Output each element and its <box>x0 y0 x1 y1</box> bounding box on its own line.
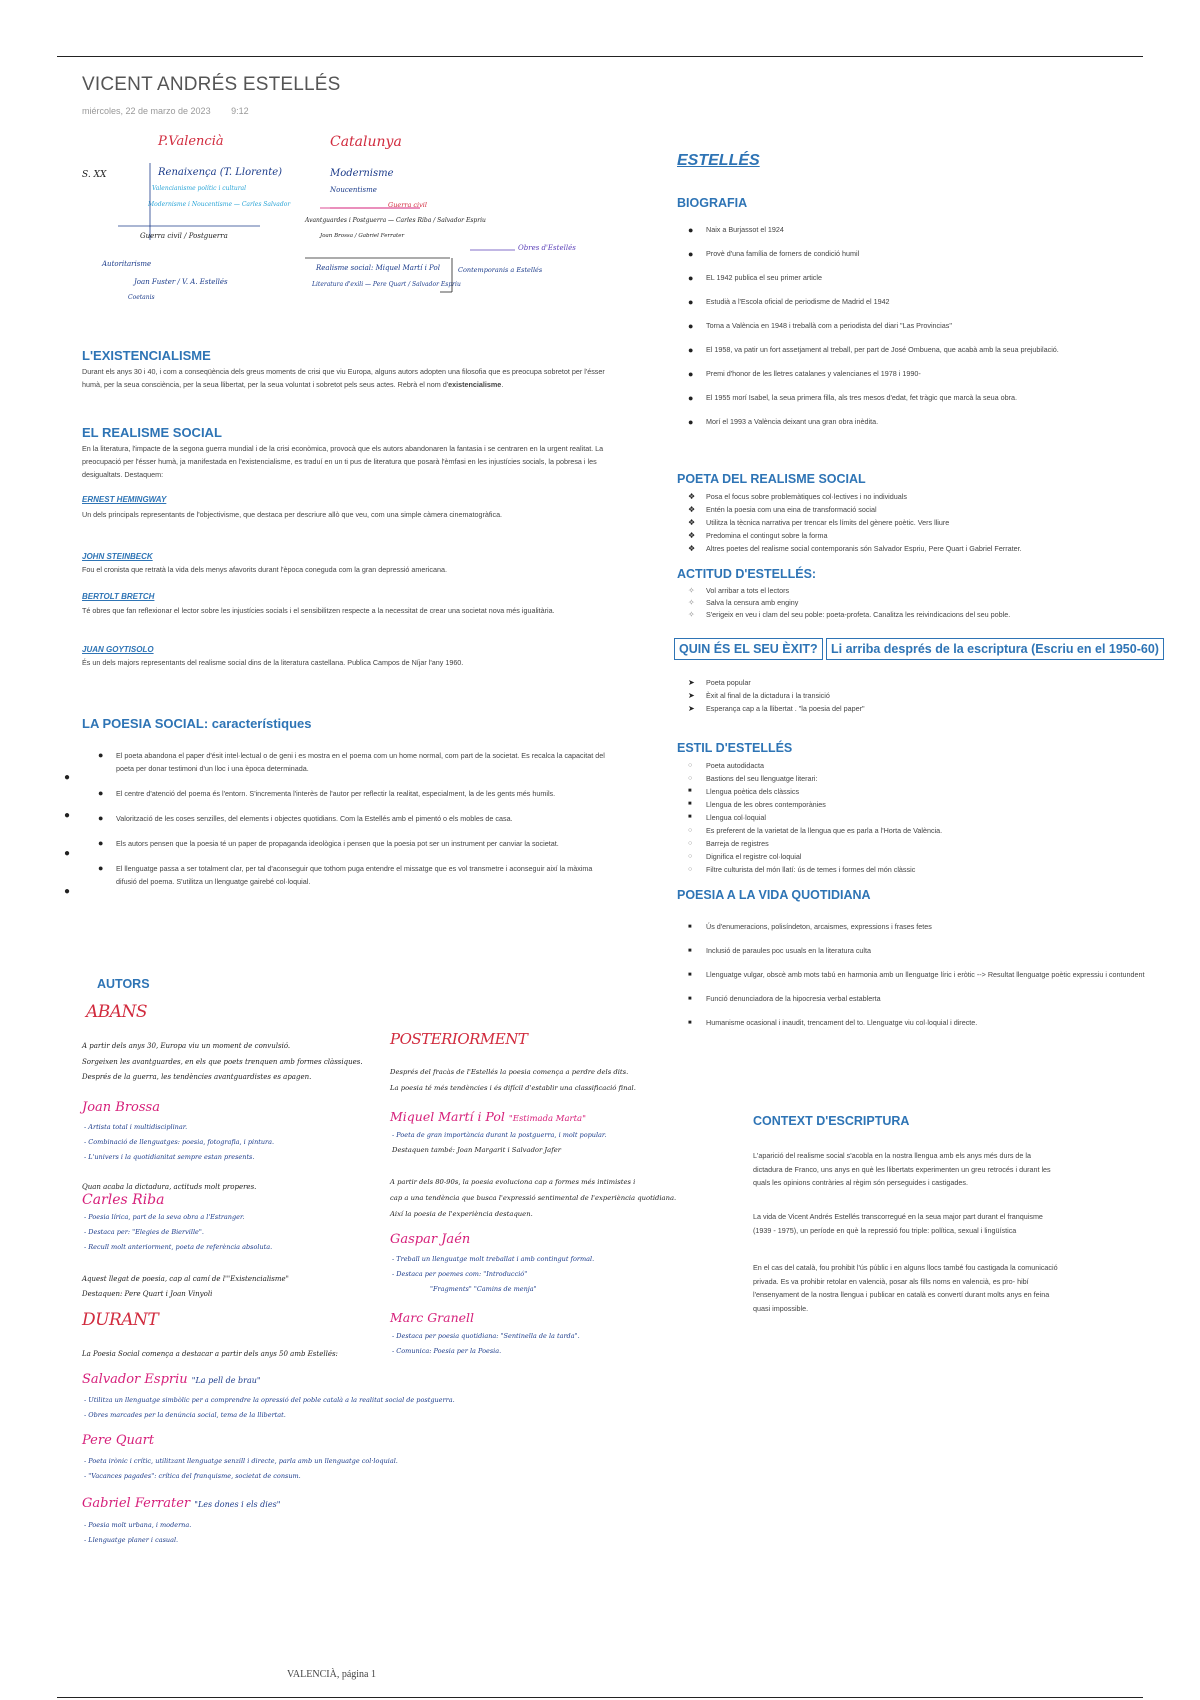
notes-marti-quote: "Estimada Marta" <box>508 1114 587 1124</box>
list-item: ● Estudià a l'Escola oficial de periodisme de Madrid el 1942 <box>688 297 890 307</box>
notes-espriu-2: - Obres marcades per la denúncia social, tema de la llibertat. <box>84 1411 286 1419</box>
sketch-catalunya: Catalunya <box>330 134 402 150</box>
bullet-icon: ● <box>688 417 694 427</box>
sketch-v6: Joan Fuster / V. A. Estellés <box>134 278 228 286</box>
notes-abans-1: A partir dels anys 30, Europa viu un moment de convulsió. <box>82 1042 291 1050</box>
list-item: ■ Llengua col·loquial <box>688 813 766 822</box>
notes-quart: Pere Quart <box>82 1433 155 1448</box>
notes-post-2: La poesia té més tendències i és difícil d'establir una classificació final. <box>390 1084 636 1092</box>
sketch-v1: Renaixença (T. Llorente) <box>158 167 283 178</box>
list-item: ● El 1958, va patir un fort assetjament al treball, per part de José Ombuena, que acabà amb la seua prejubilació. <box>688 345 1059 355</box>
sketch-c2: Noucentisme <box>330 186 377 194</box>
list-item: ● Morí el 1993 a València deixant una gran obra inèdita. <box>688 417 879 427</box>
list-item: ○ Filtre culturista del món llatí: ús de temes i formes del món clàssic <box>688 865 916 874</box>
list-item: ● Provè d'una família de forners de condició humil <box>688 249 860 259</box>
sketch-c3: Guerra civil <box>388 201 427 209</box>
autors-heading: AUTORS <box>97 977 150 991</box>
existencialisme-text <box>82 365 606 391</box>
sketch-c1: Modernisme <box>330 168 394 179</box>
bullet-icon: ● <box>98 838 104 848</box>
bullet-icon: ● <box>688 369 694 379</box>
notes-riba: Carles Riba <box>82 1192 165 1208</box>
notes-granell-2: - Comunica: Poesia per la Poesia. <box>392 1347 502 1355</box>
sketch-v7: Coetanis <box>128 294 155 301</box>
poeta-heading: POETA DEL REALISME SOCIAL <box>677 472 866 486</box>
poesia-social-list <box>94 749 614 888</box>
list-item: ● El poeta abandona el paper d'ésit intel·lectual o de geni i es mostra en el poema com un home normal, com part de la societat. Es recalca la capacitat del poeta per donar testimoni d'un lloc i una època determinada. <box>98 750 605 773</box>
sketch-c9: Contemporanis a Estellés <box>458 266 543 274</box>
bullet-icon: ● <box>688 297 694 307</box>
list-item: ■ Llengua de les obres contemporànies <box>688 800 826 809</box>
notes-riba-1: - Poesia lírica, part de la seva obra a l'Estranger. <box>84 1213 245 1221</box>
stray-bullet-icon: ● <box>64 848 71 859</box>
circle-bullet-icon: ○ <box>688 853 693 860</box>
existencialisme-heading: L'EXISTENCIALISME <box>82 348 211 363</box>
notes-abans-5: Aquest llegat de poesia, cap al camí de l'"Existencialisme" <box>82 1275 289 1283</box>
circle-bullet-icon: ○ <box>688 866 693 873</box>
time-text: 9:12 <box>231 106 249 116</box>
list-item: ✧ Salva la censura amb enginy <box>688 598 799 607</box>
notes-durant-1: La Poesia Social comença a destacar a partir dels anys 50 amb Estellés: <box>82 1350 338 1358</box>
list-item: ❖ Predomina el contingut sobre la forma <box>688 531 828 540</box>
notes-ferrater-2: - Llenguatge planer i casual. <box>84 1536 179 1544</box>
list-item: ➤ Esperança cap a la llibertat . "la poesia del paper" <box>688 704 865 713</box>
bottom-rule <box>57 1697 1143 1698</box>
author-text-3: Té obres que fan reflexionar el lector sobre les injustícies socials i el sensibilitzen respecte a la necessitat de crear una societat nova més igualitària. <box>82 606 555 615</box>
notes-abans: ABANS <box>86 1002 148 1022</box>
notes-post-4: cap a una tendència que busca l'expressió sentimental de l'experiència quotidiana. <box>390 1194 677 1202</box>
poesia-social-heading: LA POESIA SOCIAL: característiques <box>82 716 312 731</box>
list-item: ● Naix a Burjassot el 1924 <box>688 225 784 235</box>
notes-quart-2: - "Vacances pagades": crítica del franquisme, societat de consum. <box>84 1472 301 1480</box>
square-bullet-icon: ■ <box>688 972 692 978</box>
bullet-icon: ● <box>98 813 104 823</box>
notes-abans-4: Quan acaba la dictadura, actituds molt properes. <box>82 1183 257 1191</box>
notes-espriu-name: Salvador Espriu <box>82 1372 188 1387</box>
realisme-heading: EL REALISME SOCIAL <box>82 425 222 440</box>
notes-brossa-3: - L'univers i la quotidianitat sempre estan presents. <box>84 1153 255 1161</box>
biografia-list <box>684 225 1194 427</box>
list-item: ❖ Entén la poesia com una eina de transformació social <box>688 505 877 514</box>
circle-bullet-icon: ○ <box>688 827 693 834</box>
quotidiana-list <box>684 920 1194 1030</box>
list-item: ● Valorització de les coses senzilles, del elements i objectes quotidians. Com la Estellés amb el pimentó o els mobles de casa. <box>98 813 513 823</box>
author-name-2: JOHN STEINBECK <box>82 552 153 561</box>
existencialisme-body: Durant els anys 30 i 40, i com a conseqüència dels greus moments de crisi que viu Europa, alguns autors adopten una filosofia que es preocupa sobretot per l'ésser humà, per la seua consciència, per la seua llibertat, per la seua voluntat i sobretot pels seus actes. Rebrà el nom d' <box>82 367 605 389</box>
arrow-bullet-icon: ➤ <box>688 678 695 687</box>
list-item: ● Premi d'honor de les lletres catalanes y valencianes el 1978 i 1990- <box>688 369 921 379</box>
notes-granell-1: - Destaca per poesia quotidiana: "Sentinella de la tarda". <box>392 1332 580 1340</box>
author-text-2: Fou el cronista que retratà la vida dels menys afavorits durant l'època coneguda com la gran depressió americana. <box>82 565 447 574</box>
list-item: ○ Barreja de registres <box>688 839 769 848</box>
notes-abans-2: Sorgeixen les avantguardes, en els que poets trenquen amb formes clàssiques. <box>82 1058 363 1066</box>
sketch-v3: Modernisme i Noucentisme — Carles Salvador <box>148 201 291 208</box>
notes-brossa-1: - Artista total i multidisciplinar. <box>84 1123 188 1131</box>
notes-post-5: Així la poesia de l'experiència destaquen. <box>390 1210 533 1218</box>
circle-bullet-icon: ○ <box>688 775 693 782</box>
list-item: ○ Poeta autodidacta <box>688 761 764 770</box>
notes-jaen-1: - Treball un llenguatge molt treballat i amb contingut formal. <box>392 1255 595 1263</box>
list-item: ● El llenguatge passa a ser totalment clar, per tal d'aconseguir que tothom puga entendre el missatge que es vol transmetre i aconseguir així la màxima difusió del poema. S'utilitza un llenguatge gairebé col·loquial. <box>98 863 593 886</box>
notes-riba-2: - Destaca per: "Elegies de Bierville". <box>84 1228 204 1236</box>
notes-ferrater-quote: "Les dones i els dies" <box>194 1500 281 1509</box>
author-name-1: ERNEST HEMINGWAY <box>82 495 167 504</box>
sketch-sxx: S. XX <box>82 170 107 180</box>
realisme-text: En la literatura, l'impacte de la segona guerra mundial i de la crisi econòmica, provocà que els autors abandonaren la fantasia i se centraren en la urgent realitat. La preocupació per l'ésser humà, ja manifestada en l'existencialisme, es traduí en un ti pus de literatura que posarà l'èmfasi en les injustícies socials, la pobresa i les desigualtats. Destaquem: <box>82 444 604 479</box>
actitud-heading: ACTITUD D'ESTELLÉS: <box>677 567 817 581</box>
notes-posteriorment: POSTERIORMENT <box>390 1030 528 1048</box>
sketch-valencia: P.Valencià <box>158 134 224 149</box>
list-item: ○ Es preferent de la varietat de la llengua que es parla a l'Horta de València. <box>688 826 943 835</box>
poeta-list <box>684 490 1194 555</box>
list-item: ● EL 1942 publica el seu primer article <box>688 273 822 283</box>
notes-marti-2: Destaquen també: Joan Margarit i Salvador Jafer <box>392 1146 561 1154</box>
list-item: ■ Ús d'enumeracions, polisíndeton, arcaismes, expressions i frases fetes <box>684 920 1194 934</box>
list-item: ■ Llengua poètica dels clàssics <box>688 787 800 796</box>
notes-marti <box>390 1109 586 1124</box>
list-item: ❖ Utilitza la tècnica narrativa per trencar els límits del gènere poètic. Vers lliure <box>688 518 950 527</box>
circle-bullet-icon: ○ <box>688 840 693 847</box>
notes-post-3: A partir dels 80-90s, la poesia evoluciona cap a formes més intimistes i <box>390 1178 636 1186</box>
estil-list <box>684 759 1194 876</box>
author-text-4: És un dels majors representants del realisme social dins de la literatura castellana. Publica Campos de Níjar l'any 1960. <box>82 658 464 667</box>
author-text-1: Un dels principals representants de l'objectivisme, que destaca per descriure allò que veu, com una simple càmera cinematogràfica. <box>82 510 503 519</box>
sketch-c8: Literatura d'exili — Pere Quart / Salvador Espriu <box>312 281 461 288</box>
estelles-title: ESTELLÉS <box>677 152 760 169</box>
sketch-v4: Guerra civil / Postguerra <box>140 232 228 240</box>
list-item: ○ Bastions del seu llenguatge literari: <box>688 774 818 783</box>
notes-brossa-2: - Combinació de llenguatges: poesia, fotografia, i pintura. <box>84 1138 275 1146</box>
notes-ferrater-name: Gabriel Ferrater <box>82 1496 191 1511</box>
diamond-bullet-icon: ❖ <box>688 505 696 514</box>
diamond-outline-icon: ✧ <box>688 586 695 595</box>
estil-heading: ESTIL D'ESTELLÉS <box>677 741 793 755</box>
square-bullet-icon: ■ <box>688 948 692 954</box>
diamond-bullet-icon: ❖ <box>688 492 696 501</box>
list-item: ● Els autors pensen que la poesia té un paper de propaganda ideològica i pensen que la poesia pot ser un instrument per canviar la societat. <box>98 838 559 848</box>
notes-ferrater-1: - Poesia molt urbana, i moderna. <box>84 1521 192 1529</box>
list-item: ✧ S'erigeix en veu i clam del seu poble: poeta-profeta. Canalitza les reivindicacions del seu poble. <box>688 610 1011 619</box>
bullet-icon: ● <box>688 225 694 235</box>
exit-answer-box: Li arriba després de la escriptura (Escriu en el 1950-60) <box>826 638 1164 660</box>
notes-espriu-quote: "La pell de brau" <box>191 1376 261 1385</box>
sketch-v2: Valencianisme polític i cultural <box>152 185 247 192</box>
bullet-icon: ● <box>688 345 694 355</box>
notes-marti-1: - Poeta de gran importància durant la postguerra, i molt popular. <box>392 1131 607 1139</box>
bullet-icon: ● <box>98 750 104 760</box>
sketch-c4: Avantguardes i Postguerra — Carles Riba / Salvador Espriu <box>305 217 486 224</box>
diamond-bullet-icon: ❖ <box>688 544 696 553</box>
bullet-icon: ● <box>688 273 694 283</box>
notes-espriu <box>82 1372 261 1387</box>
date-text: miércoles, 22 de marzo de 2023 <box>82 106 211 116</box>
author-name-3: BERTOLT BRETCH <box>82 592 155 601</box>
author-name-4: JUAN GOYTISOLO <box>82 645 154 654</box>
list-item: ❖ Altres poetes del realisme social contemporanis són Salvador Espriu, Pere Quart i Gabriel Ferrater. <box>688 544 1022 553</box>
bullet-icon: ● <box>688 249 694 259</box>
actitud-list <box>684 585 1194 621</box>
notes-post-1: Després del fracàs de l'Estellés la poesia comença a perdre dels dits. <box>390 1068 629 1076</box>
notes-abans-3: Després de la guerra, les tendències avantguardistes es apagen. <box>82 1073 312 1081</box>
list-item: ➤ Poeta popular <box>688 678 751 687</box>
notes-jaen: Gaspar Jaén <box>390 1232 471 1247</box>
square-bullet-icon: ■ <box>688 814 692 820</box>
sketch-c6: Obres d'Estellés <box>518 244 576 252</box>
bullet-icon: ● <box>688 321 694 331</box>
quotidiana-heading: POESIA A LA VIDA QUOTIDIANA <box>677 888 871 902</box>
list-item: ➤ Èxit al final de la dictadura i la transició <box>688 691 830 700</box>
list-item: ○ Dignifica el registre col·loquial <box>688 852 802 861</box>
notes-jaen-3: "Fragments" "Camins de menja" <box>430 1285 537 1293</box>
sketch-v5: Autoritarisme <box>102 260 152 268</box>
list-item: ■ Llenguatge vulgar, obscè amb mots tabú en harmonia amb un llenguatge líric i eròtic --> Resultat llenguatge poètic expressiu i contundent <box>684 968 1194 982</box>
arrow-bullet-icon: ➤ <box>688 691 695 700</box>
notes-jaen-2: - Destaca per poemes com: "Introducció" <box>392 1270 528 1278</box>
notes-granell: Marc Granell <box>390 1310 475 1325</box>
arrow-bullet-icon: ➤ <box>688 704 695 713</box>
diamond-outline-icon: ✧ <box>688 598 695 607</box>
diamond-bullet-icon: ❖ <box>688 518 696 527</box>
square-bullet-icon: ■ <box>688 801 692 807</box>
stray-bullet-icon: ● <box>64 772 71 783</box>
notes-quart-1: - Poeta irònic i crític, utilitzant llenguatge senzill i directe, parla amb un llenguatge col·loquial. <box>84 1457 398 1465</box>
list-item: ● El 1955 morí Isabel, la seua primera filla, als tres mesos d'edat, fet tràgic que marcà la seua obra. <box>688 393 1017 403</box>
notes-brossa: Joan Brossa <box>82 1100 160 1115</box>
list-item: ✧ Vol arribar a tots el lectors <box>688 586 790 595</box>
exit-list <box>684 676 1194 715</box>
square-bullet-icon: ■ <box>688 788 692 794</box>
existencialisme-term: existencialisme <box>448 380 502 389</box>
notes-espriu-1: - Utilitza un llenguatge simbòlic per a comprendre la opressió del poble català a la realitat social de postguerra. <box>84 1396 455 1404</box>
notes-riba-3: - Recull molt anteriorment, poeta de referència absoluta. <box>84 1243 273 1251</box>
context-p2: La vida de Vicent Andrés Estellés transcorregué en la seua major part durant el franquisme (1939 - 1975), un període en què la repressió fou triple: política, sexual i lingüística <box>753 1212 1043 1235</box>
stray-bullet-icon: ● <box>64 810 71 821</box>
notes-ferrater <box>82 1496 280 1511</box>
list-item: ■ Funció denunciadora de la hipocresia verbal establerta <box>684 992 1194 1006</box>
list-item: ■ Inclusió de paraules poc usuals en la literatura culta <box>684 944 1194 958</box>
context-p3: En el cas del català, fou prohibit l'ús públic i en alguns llocs també fou castigada la comunicació privada. Es va prohibir retolar en valencià, posar als fills noms en valencià, es pro- hibí l'ensenyament de la nostra llengua i publicar en català es convertí durant molts anys en feina quasi impossible. <box>753 1263 1058 1313</box>
bullet-icon: ● <box>688 393 694 403</box>
circle-bullet-icon: ○ <box>688 762 693 769</box>
notes-abans-6: Destaquen: Pere Quart i Joan Vinyoli <box>82 1290 213 1298</box>
page-title: VICENT ANDRÉS ESTELLÉS <box>82 74 341 95</box>
bullet-icon: ● <box>98 788 104 798</box>
stray-bullet-icon: ● <box>64 886 71 897</box>
list-item: ● Torna a València en 1948 i treballà com a periodista del diari "Las Provincias" <box>688 321 952 331</box>
sketch-c7: Realisme social: Miquel Martí i Pol <box>316 264 440 272</box>
existencialisme-end: . <box>501 380 504 389</box>
notes-durant: DURANT <box>82 1310 159 1330</box>
list-item: ■ Humanisme ocasional i inaudit, trencament del to. Llenguatge viu col·loquial i directe. <box>684 1016 1194 1030</box>
context-p1: L'aparició del realisme social s'acobla en la nostra llengua amb els anys més durs de la dictadura de Franco, uns anys en què les llibertats experimenten un greu retrocés i durant les quals les opinions contràries al règim són perseguides i castigades. <box>753 1151 1051 1187</box>
diamond-bullet-icon: ❖ <box>688 531 696 540</box>
sketch-c5: Joan Brossa / Gabriel Ferrater <box>320 233 405 239</box>
list-item: ❖ Posa el focus sobre problemàtiques col·lectives i no individuals <box>688 492 907 501</box>
square-bullet-icon: ■ <box>688 924 692 930</box>
page-footer: VALENCIÀ, página 1 <box>287 1669 376 1680</box>
square-bullet-icon: ■ <box>688 1020 692 1026</box>
diamond-outline-icon: ✧ <box>688 610 695 619</box>
context-heading: CONTEXT D'ESCRIPTURA <box>753 1114 910 1128</box>
notes-marti-name: Miquel Martí i Pol <box>390 1109 505 1124</box>
list-item: ● El centre d'atenció del poema és l'entorn. S'incrementa l'interès de l'autor per reflectir la realitat, especialment, la de les gents més humils. <box>98 788 556 798</box>
exit-box: QUIN ÉS EL SEU ÈXIT? <box>674 638 823 660</box>
bullet-icon: ● <box>98 863 104 873</box>
biografia-heading: BIOGRAFIA <box>677 196 748 210</box>
square-bullet-icon: ■ <box>688 996 692 1002</box>
